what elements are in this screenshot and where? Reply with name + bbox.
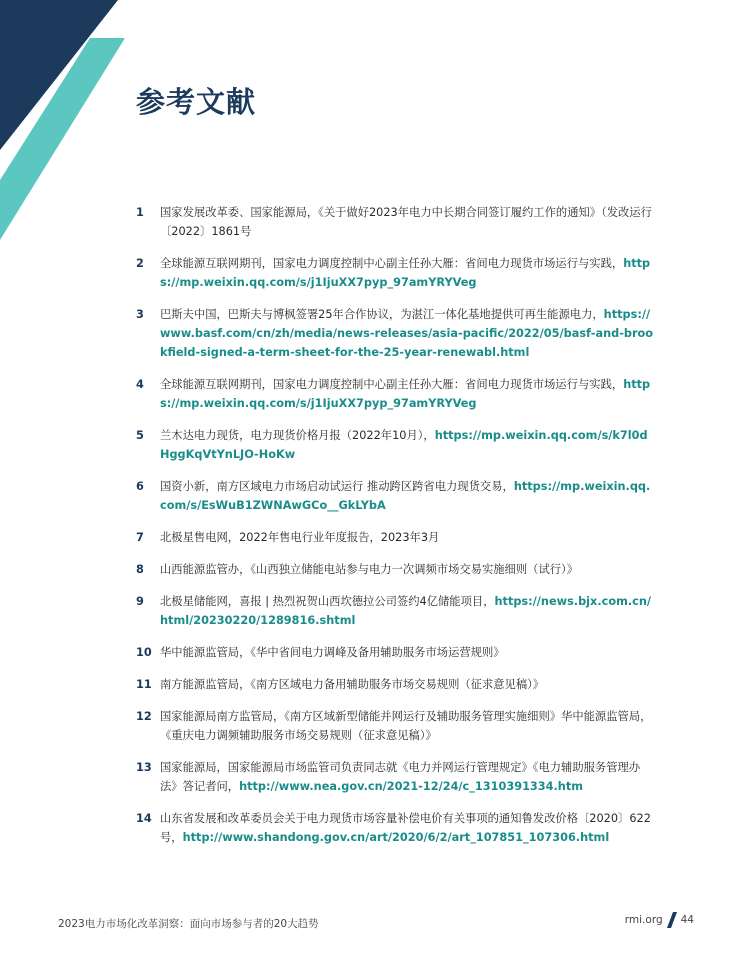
- reference-text: 山东省发展和改革委员会关于电力现货市场容量补偿电价有关事项的通知鲁发改价格〔2020〕622号，: [160, 812, 651, 844]
- reference-item: [136, 592, 656, 630]
- reference-list: [136, 203, 656, 860]
- reference-text: 国家能源局，国家能源局市场监管司负责同志就《电力并网运行管理规定》《电力辅助服务管理办法》答记者问，: [160, 761, 641, 793]
- reference-text: 国家发展改革委、国家能源局，《关于做好2023年电力中长期合同签订履约工作的通知》（发改运行〔2022〕1861号: [160, 206, 652, 238]
- reference-item: [136, 254, 656, 292]
- reference-text: 全球能源互联网期刊，国家电力调度控制中心副主任孙大雁：省间电力现货市场运行与实践，: [160, 257, 624, 270]
- reference-link[interactable]: https://mp.weixin.qq.com/s/j1IjuXX7pyp_97amYRYVeg: [160, 378, 651, 410]
- reference-text: 山西能源监管办，《山西独立储能电站参与电力一次调频市场交易实施细则（试行）》: [160, 563, 578, 576]
- reference-item: [136, 305, 656, 362]
- reference-number: 5: [136, 429, 144, 442]
- footer-report-title: 2023电力市场化改革洞察：面向市场参与者的20大趋势: [58, 918, 319, 930]
- reference-item: [136, 203, 656, 241]
- reference-item: [136, 477, 656, 515]
- reference-text: 兰木达电力现货，电力现货价格月报（2022年10月），: [160, 429, 435, 442]
- reference-item: [136, 560, 656, 579]
- reference-number: 4: [136, 378, 144, 391]
- reference-number: 9: [136, 595, 144, 608]
- reference-item: [136, 643, 656, 662]
- reference-item: [136, 809, 656, 847]
- reference-text: 南方能源监管局，《南方区域电力备用辅助服务市场交易规则（征求意见稿）》: [160, 678, 545, 691]
- reference-item: [136, 375, 656, 413]
- reference-text: 国资小新，南方区域电力市场启动试运行 推动跨区跨省电力现货交易，: [160, 480, 514, 493]
- reference-item: [136, 528, 656, 547]
- reference-number: 10: [136, 646, 152, 659]
- reference-link[interactable]: https://www.basf.com/cn/zh/media/news-releases/asia-pacific/2022/05/basf-and-brookfield-signed-a-term-sheet-for-the-25-year-renewabl.html: [160, 308, 654, 359]
- reference-link[interactable]: https://mp.weixin.qq.com/s/j1IjuXX7pyp_97amYRYVeg: [160, 257, 651, 289]
- footer-page-info: [625, 912, 694, 928]
- reference-text: 国家能源局南方监管局，《南方区域新型储能并网运行及辅助服务管理实施细则》华中能源监管局，《重庆电力调频辅助服务市场交易规则（征求意见稿）》: [160, 710, 652, 742]
- reference-number: 2: [136, 257, 144, 270]
- reference-number: 12: [136, 710, 152, 723]
- footer-site[interactable]: rmi.org: [624, 914, 663, 926]
- reference-number: 8: [136, 563, 144, 576]
- reference-number: 3: [136, 308, 144, 321]
- reference-number: 14: [136, 812, 152, 825]
- slash-divider-icon: [667, 912, 677, 928]
- reference-link[interactable]: https://mp.weixin.qq.com/s/k7l0dHggKqVtYnLJO-HoKw: [160, 429, 648, 461]
- corner-decoration: [0, 0, 130, 240]
- reference-item: [136, 707, 656, 745]
- reference-link[interactable]: https://news.bjx.com.cn/html/20230220/1289816.shtml: [160, 595, 652, 627]
- reference-item: [136, 426, 656, 464]
- reference-text: 华中能源监管局，《华中省间电力调峰及备用辅助服务市场运营规则》: [160, 646, 505, 659]
- reference-link[interactable]: https://mp.weixin.qq.com/s/EsWuB1ZWNAwGCo__GkLYbA: [160, 480, 651, 512]
- reference-text: 巴斯夫中国，巴斯夫与博枫签署25年合作协议，为湛江一体化基地提供可再生能源电力，: [160, 308, 604, 321]
- reference-number: 11: [136, 678, 152, 691]
- reference-item: [136, 758, 656, 796]
- reference-link[interactable]: http://www.nea.gov.cn/2021-12/24/c_1310391334.htm: [239, 780, 584, 793]
- reference-item: [136, 675, 656, 694]
- reference-text: 北极星售电网，2022年售电行业年度报告，2023年3月: [160, 531, 440, 544]
- reference-number: 1: [136, 206, 144, 219]
- reference-number: 6: [136, 480, 144, 493]
- footer-page-number: 44: [680, 914, 694, 926]
- page-title: 参考文献: [136, 85, 257, 119]
- reference-number: 13: [136, 761, 152, 774]
- reference-text: 全球能源互联网期刊，国家电力调度控制中心副主任孙大雁：省间电力现货市场运行与实践，: [160, 378, 624, 391]
- reference-text: 北极星储能网，喜报 | 热烈祝贺山西坎德拉公司签约4亿储能项目，: [160, 595, 495, 608]
- reference-number: 7: [136, 531, 144, 544]
- reference-link[interactable]: http://www.shandong.gov.cn/art/2020/6/2/art_107851_107306.html: [182, 831, 610, 844]
